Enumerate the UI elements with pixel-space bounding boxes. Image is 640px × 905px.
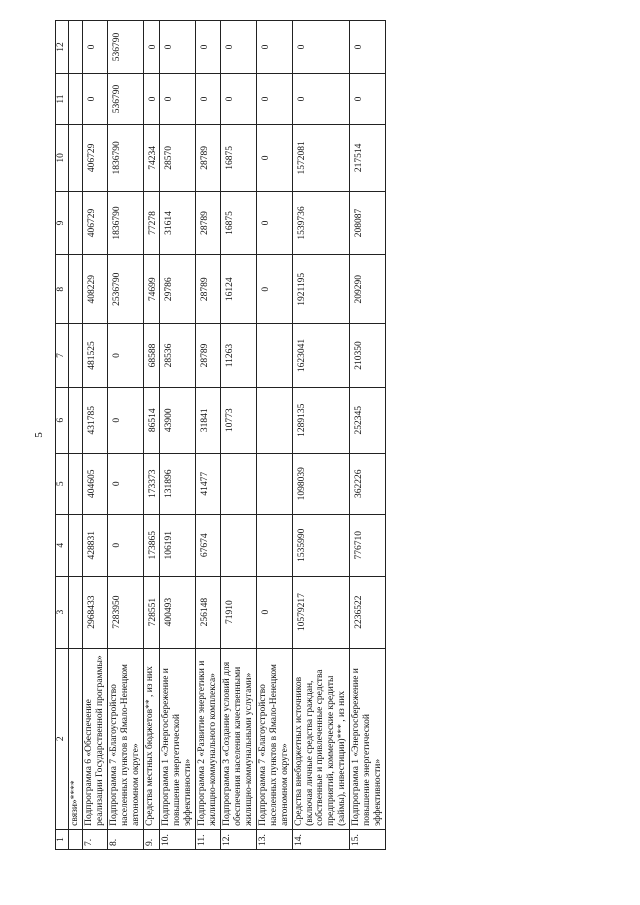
continuation-row — [69, 21, 83, 850]
value-cell: 0 — [160, 74, 196, 125]
value-cell: 406729 — [82, 191, 107, 255]
table-row — [350, 21, 386, 850]
row-number: 10. — [160, 829, 196, 849]
value-cell: 209290 — [350, 255, 386, 324]
value-cell: 1921195 — [292, 255, 350, 324]
value-cell: 1836790 — [107, 124, 143, 191]
empty-cell — [69, 576, 83, 648]
value-cell: 431785 — [82, 387, 107, 453]
value-cell: 106191 — [160, 515, 196, 576]
value-cell: 16875 — [221, 124, 257, 191]
column-header: 8 — [56, 255, 69, 324]
value-cell: 28789 — [196, 191, 221, 255]
empty-cell — [69, 191, 83, 255]
table-row — [107, 21, 143, 850]
value-cell: 0 — [107, 324, 143, 388]
value-cell: 1836790 — [107, 191, 143, 255]
value-cell: 74699 — [143, 255, 160, 324]
value-cell: 217514 — [350, 124, 386, 191]
value-cell: 400493 — [160, 576, 196, 648]
value-cell: 362226 — [350, 453, 386, 514]
value-cell: 0 — [143, 21, 160, 74]
value-cell: 0 — [143, 74, 160, 125]
value-cell: 0 — [160, 21, 196, 74]
column-header: 1 — [56, 829, 69, 849]
value-cell: 43900 — [160, 387, 196, 453]
row-number: 14. — [292, 829, 350, 849]
value-cell: 7283950 — [107, 576, 143, 648]
value-cell: 31841 — [196, 387, 221, 453]
table-row — [160, 21, 196, 850]
value-cell: 68588 — [143, 324, 160, 388]
table-row — [292, 21, 350, 850]
column-header: 4 — [56, 515, 69, 576]
value-cell: 0 — [292, 21, 350, 74]
value-cell: 536790 — [107, 21, 143, 74]
value-cell: 0 — [256, 124, 292, 191]
value-cell — [256, 453, 292, 514]
value-cell: 0 — [107, 453, 143, 514]
value-cell: 0 — [82, 21, 107, 74]
value-cell: 71910 — [221, 576, 257, 648]
row-label: Подпрограмма 2 «Развитие энергетики и жилищно-коммунального комплекса» — [196, 648, 221, 829]
row-label: Подпрограмма 1 «Энергосбережение и повышение энергетической эффективности» — [160, 648, 196, 829]
row-number: 13. — [256, 829, 292, 849]
row-number: 15. — [350, 829, 386, 849]
value-cell: 77278 — [143, 191, 160, 255]
value-cell: 256148 — [196, 576, 221, 648]
empty-cell — [69, 387, 83, 453]
empty-cell — [69, 124, 83, 191]
value-cell: 1289135 — [292, 387, 350, 453]
row-label: Подпрограмма 1 «Энергосбережение и повышение энергетической эффективности» — [350, 648, 386, 829]
value-cell: 406729 — [82, 124, 107, 191]
row-label: Средства местных бюджетов** , из них — [143, 648, 160, 829]
value-cell: 0 — [82, 74, 107, 125]
row-label: Подпрограмма 7 «Благоустройство населенных пунктов в Ямало-Ненецком автономном округе» — [256, 648, 292, 829]
column-header: 9 — [56, 191, 69, 255]
value-cell: 208087 — [350, 191, 386, 255]
rotated-page — [33, 20, 530, 850]
value-cell: 1098039 — [292, 453, 350, 514]
value-cell: 2968433 — [82, 576, 107, 648]
value-cell: 1572081 — [292, 124, 350, 191]
value-cell — [221, 453, 257, 514]
value-cell: 0 — [292, 74, 350, 125]
value-cell: 2536790 — [107, 255, 143, 324]
value-cell: 0 — [256, 21, 292, 74]
value-cell — [256, 515, 292, 576]
value-cell: 428831 — [82, 515, 107, 576]
value-cell: 131896 — [160, 453, 196, 514]
column-header: 3 — [56, 576, 69, 648]
value-cell: 28789 — [196, 255, 221, 324]
value-cell: 404605 — [82, 453, 107, 514]
row-label: Подпрограмма 6 «Обеспечение реализации Государственной программы» — [82, 648, 107, 829]
value-cell — [221, 515, 257, 576]
column-header: 11 — [56, 74, 69, 125]
column-header: 7 — [56, 324, 69, 388]
value-cell: 1623041 — [292, 324, 350, 388]
value-cell: 536790 — [107, 74, 143, 125]
row-number: 9. — [143, 829, 160, 849]
value-cell: 0 — [350, 74, 386, 125]
value-cell: 29786 — [160, 255, 196, 324]
table-row — [143, 21, 160, 850]
table-row — [221, 21, 257, 850]
empty-cell — [69, 21, 83, 74]
value-cell: 28789 — [196, 124, 221, 191]
value-cell: 2236522 — [350, 576, 386, 648]
table-row — [82, 21, 107, 850]
value-cell: 0 — [196, 74, 221, 125]
value-cell: 0 — [107, 515, 143, 576]
value-cell: 776710 — [350, 515, 386, 576]
empty-cell — [69, 255, 83, 324]
value-cell: 28789 — [196, 324, 221, 388]
value-cell: 481525 — [82, 324, 107, 388]
row-number: 7. — [82, 829, 107, 849]
value-cell: 74234 — [143, 124, 160, 191]
value-cell: 10579217 — [292, 576, 350, 648]
value-cell: 67674 — [196, 515, 221, 576]
empty-cell — [69, 453, 83, 514]
value-cell: 0 — [256, 74, 292, 125]
value-cell: 0 — [221, 74, 257, 125]
continuation-text: связи»**** — [69, 648, 83, 829]
value-cell: 0 — [196, 21, 221, 74]
row-number: 12. — [221, 829, 257, 849]
value-cell: 41477 — [196, 453, 221, 514]
value-cell: 10773 — [221, 387, 257, 453]
value-cell — [256, 324, 292, 388]
header-row — [56, 21, 69, 850]
empty-cell — [69, 515, 83, 576]
value-cell: 0 — [107, 387, 143, 453]
value-cell: 728551 — [143, 576, 160, 648]
value-cell: 11263 — [221, 324, 257, 388]
column-header: 12 — [56, 21, 69, 74]
value-cell: 16124 — [221, 255, 257, 324]
value-cell: 16875 — [221, 191, 257, 255]
table-row — [196, 21, 221, 850]
empty-cell — [69, 324, 83, 388]
table-row — [256, 21, 292, 850]
column-header: 6 — [56, 387, 69, 453]
value-cell: 0 — [221, 21, 257, 74]
value-cell: 31614 — [160, 191, 196, 255]
value-cell: 1539736 — [292, 191, 350, 255]
row-label: Подпрограмма 7 «Благоустройство населенных пунктов в Ямало-Ненецком автономном округе» — [107, 648, 143, 829]
value-cell: 173865 — [143, 515, 160, 576]
row-label: Подпрограмма 3 «Создание условий для обеспечения населения качественными жилищно-коммунальными услугами» — [221, 648, 257, 829]
value-cell — [256, 387, 292, 453]
value-cell: 173373 — [143, 453, 160, 514]
row-number: 11. — [196, 829, 221, 849]
value-cell: 252345 — [350, 387, 386, 453]
value-cell: 28570 — [160, 124, 196, 191]
column-header: 2 — [56, 648, 69, 829]
value-cell: 0 — [256, 191, 292, 255]
value-cell: 86514 — [143, 387, 160, 453]
continuation-idx-cell — [69, 829, 83, 849]
budget-table — [55, 20, 386, 850]
value-cell: 0 — [256, 576, 292, 648]
value-cell: 28536 — [160, 324, 196, 388]
page-number: 5 — [33, 432, 45, 438]
column-header: 5 — [56, 453, 69, 514]
row-label: Средства внебюджетных источников (включая личные средства граждан, собственные и привлеченные средства предприятий, коммерческие кредиты (займы), инвестиции)*** , из них — [292, 648, 350, 829]
value-cell: 0 — [256, 255, 292, 324]
value-cell: 408229 — [82, 255, 107, 324]
value-cell: 0 — [350, 21, 386, 74]
row-number: 8. — [107, 829, 143, 849]
value-cell: 1535990 — [292, 515, 350, 576]
value-cell: 210350 — [350, 324, 386, 388]
empty-cell — [69, 74, 83, 125]
column-header: 10 — [56, 124, 69, 191]
